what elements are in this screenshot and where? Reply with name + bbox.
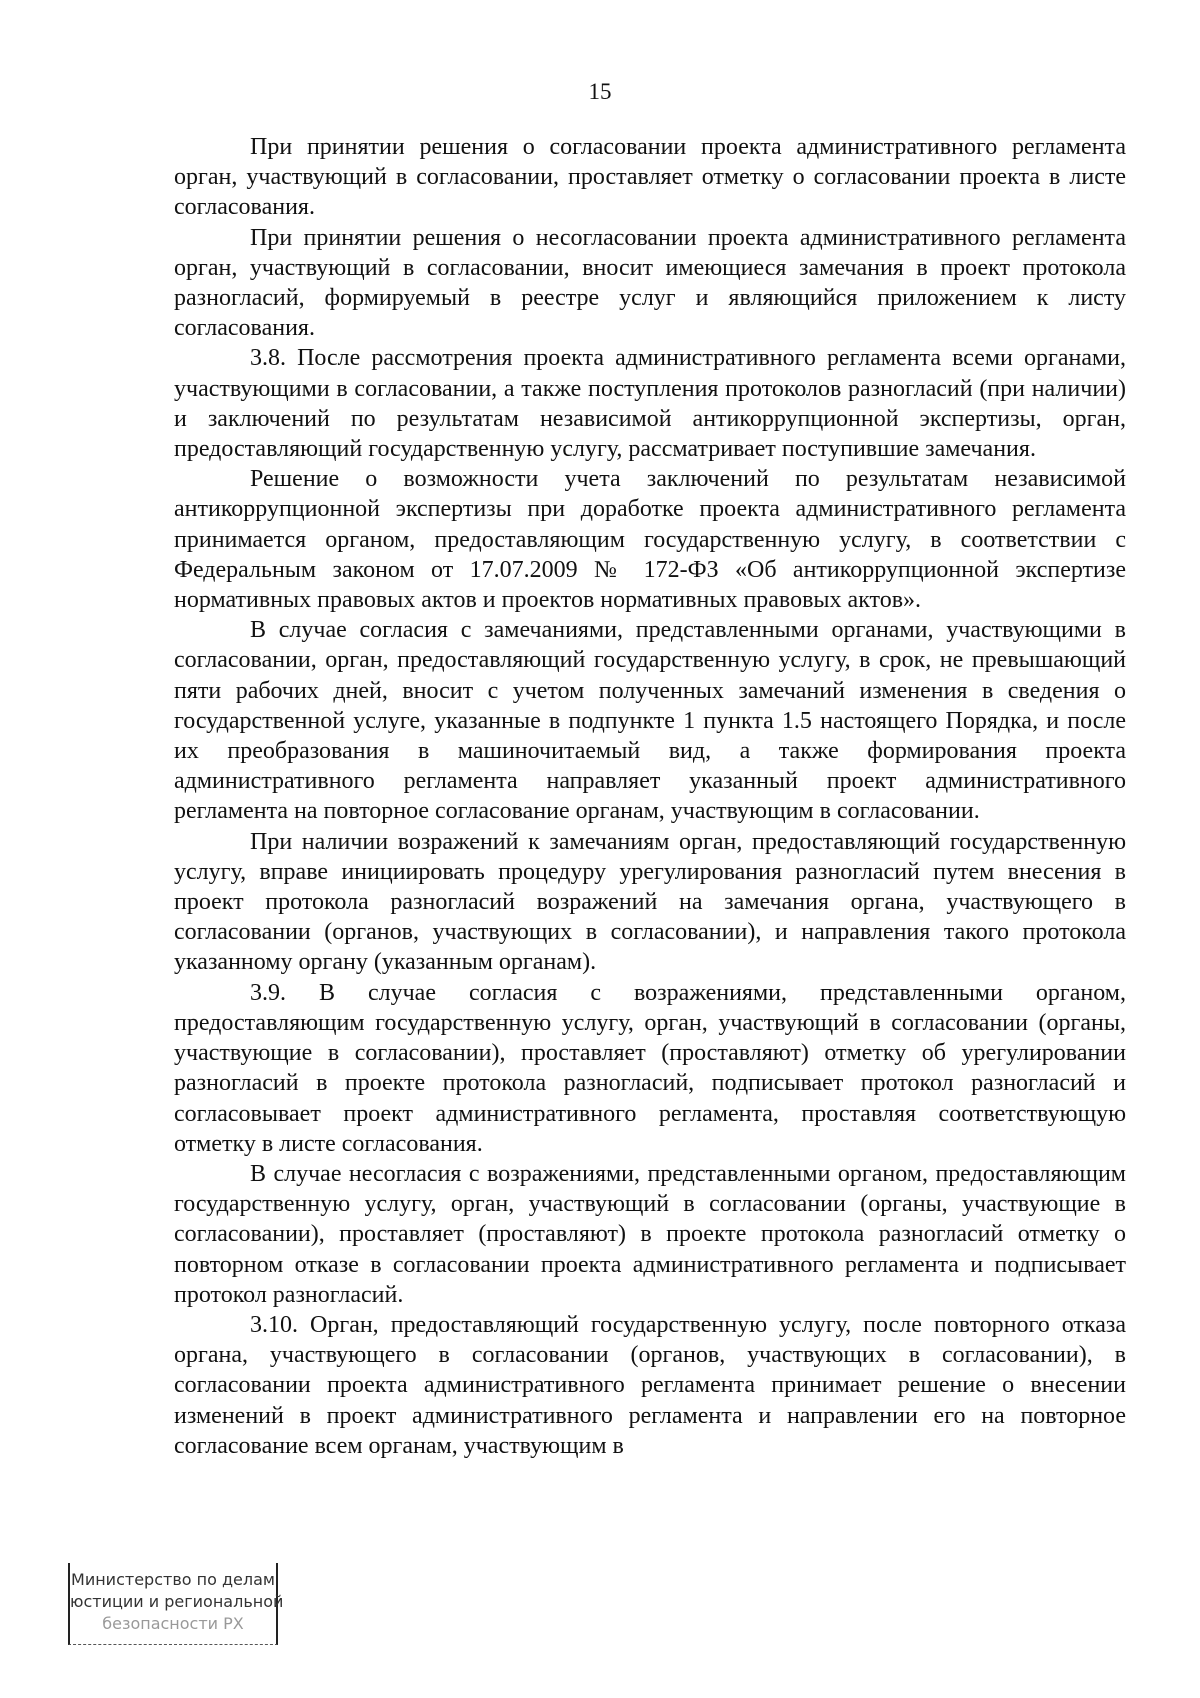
paragraph-approval: При принятии решения о согласовании проекта административного регламента орган, участвующий в согласовании, проставляет отметку о согласовании проекта в листе согласования. <box>174 134 1126 221</box>
paragraph-disapproval: При принятии решения о несогласовании проекта административного регламента орган, участвующий в согласовании, вносит имеющиеся замечания в проект протокола разногласий, формируемый в реестре услуг и являющийся приложением к листу согласования. <box>174 224 1126 342</box>
paragraph-3-10: 3.10. Орган, предоставляющий государственную услугу, после повторного отказа органа, участвующего в согласовании (органов, участвующих в согласовании), в согласовании проекта административного регламента принимает решение о внесении изменений в проект административного регламента и направлении его на повторное согласование всем органам, участвующим в <box>174 1311 1126 1459</box>
paragraph-expertise-decision: Решение о возможности учета заключений по результатам независимой антикоррупционной экспертизы при доработке проекта административного регламента принимается органом, предоставляющим государственную услугу, в соответствии с Федеральным законом от 17.07.2009 № 172-ФЗ «Об антикоррупционной экспертизе нормативных правовых актов и проектов нормативных правовых актов». <box>174 466 1126 614</box>
paragraph-3-9: 3.9. В случае согласия с возражениями, представленными органом, предоставляющим государственную услугу, орган, участвующий в согласовании (органы, участвующие в согласовании), проставляет (проставляют) отметку об урегулировании разногласий в проекте протокола разногласий, подписывает протокол разногласий и согласовывает проект административного регламента, проставляя соответствующую отметку в листе согласования. <box>174 979 1126 1157</box>
stamp-line-2: юстиции и региональной <box>70 1592 284 1611</box>
paragraph-objections: При наличии возражений к замечаниям орган, предоставляющий государственную услугу, вправе инициировать процедуру урегулирования разногласий путем внесения в проект протокола разногласий возражений на замечания органа, участвующего в согласовании (органов, участвующих в согласовании), и направления такого протокола указанному органу (указанным органам). <box>174 828 1126 976</box>
stamp-line-3: безопасности РХ <box>102 1614 244 1633</box>
page-number: 15 <box>588 79 612 104</box>
document-body <box>174 132 1126 1461</box>
paragraph-3-8: 3.8. После рассмотрения проекта административного регламента всеми органами, участвующими в согласовании, а также поступления протоколов разногласий (при наличии) и заключений по результатам независимой антикоррупционной экспертизы, орган, предоставляющий государственную услугу, рассматривает поступившие замечания. <box>174 345 1126 463</box>
stamp-line-1: Министерство по делам <box>71 1570 275 1589</box>
paragraph-disagreement-with-objections: В случае несогласия с возражениями, представленными органом, предоставляющим государственную услугу, орган, участвующий в согласовании (органы, участвующие в согласовании), проставляет (проставляют) в проекте протокола разногласий отметку о повторном отказе в согласовании проекта административного регламента и подписывает протокол разногласий. <box>174 1160 1126 1308</box>
paragraph-agreement-with-remarks: В случае согласия с замечаниями, представленными органами, участвующими в согласовании, орган, предоставляющий государственную услугу, в срок, не превышающий пяти рабочих дней, вносит с учетом полученных замечаний изменения в сведения о государственной услуге, указанные в подпункте 1 пункта 1.5 настоящего Порядка, и после их преобразования в машиночитаемый вид, а также формирования проекта административного регламента направляет указанный проект административного регламента на повторное согласование органам, участвующим в согласовании. <box>174 617 1126 825</box>
ministry-stamp <box>68 1563 284 1645</box>
